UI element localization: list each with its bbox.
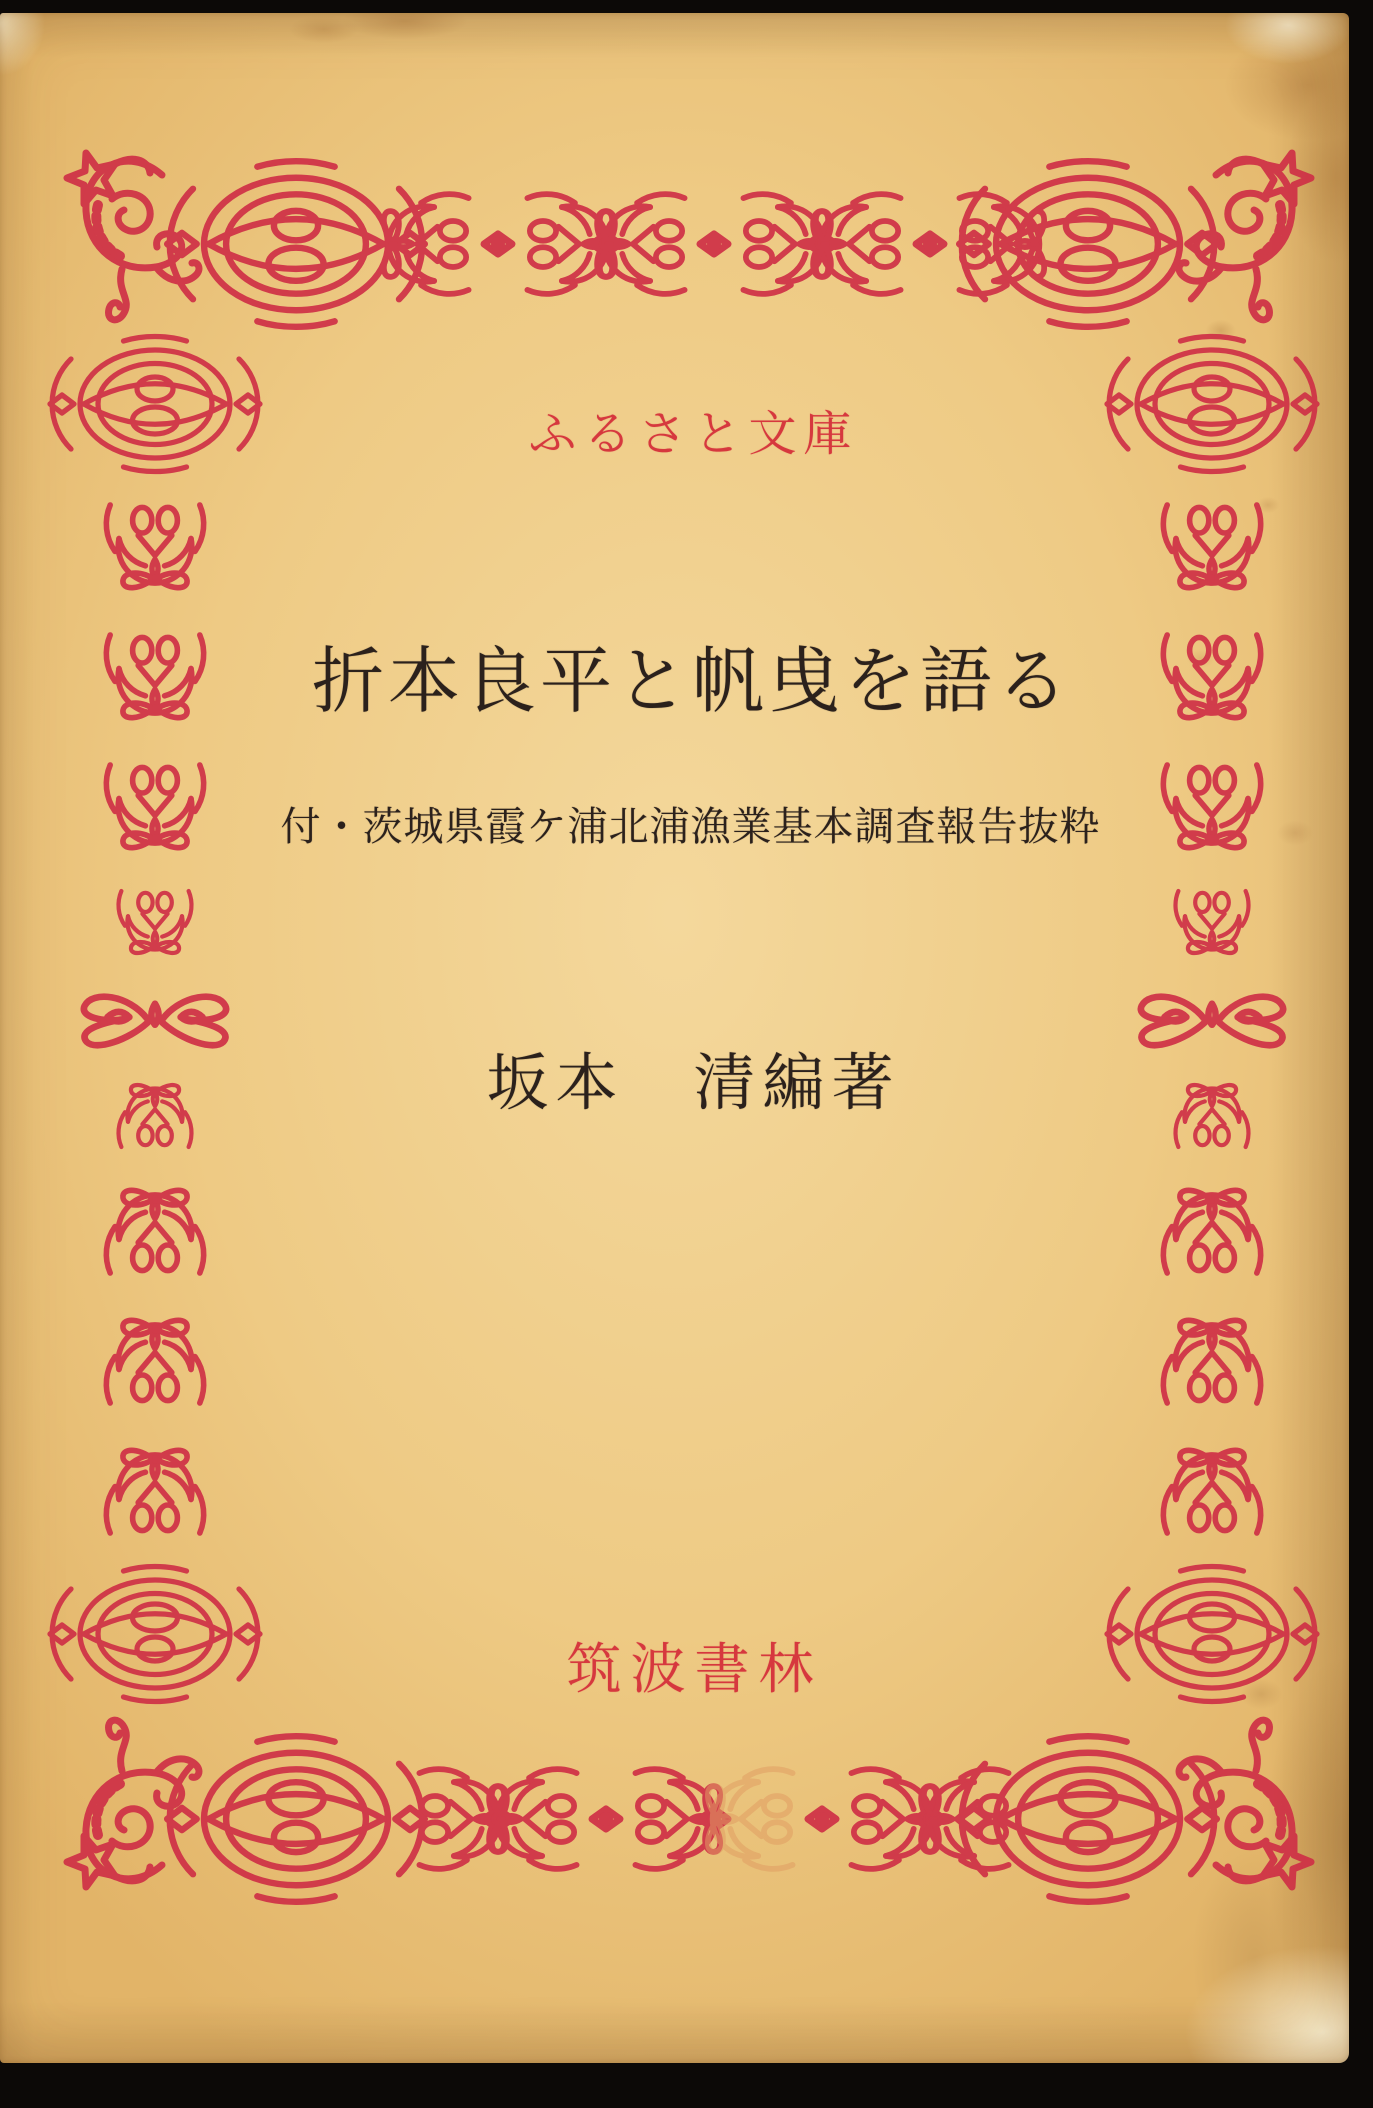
flourish-frame-icon	[0, 13, 1349, 2063]
book-subtitle: 付・茨城県霞ケ浦北浦漁業基本調査報告抜粋	[280, 804, 1101, 849]
author-name: 坂本 清編著	[486, 1050, 901, 1118]
publisher-name: 筑波書林	[566, 1639, 823, 1700]
series-label: ふるさと文庫	[528, 408, 859, 461]
book-title: 折本良平と帆曵を語る	[311, 642, 1072, 722]
book-cover	[0, 13, 1349, 2063]
